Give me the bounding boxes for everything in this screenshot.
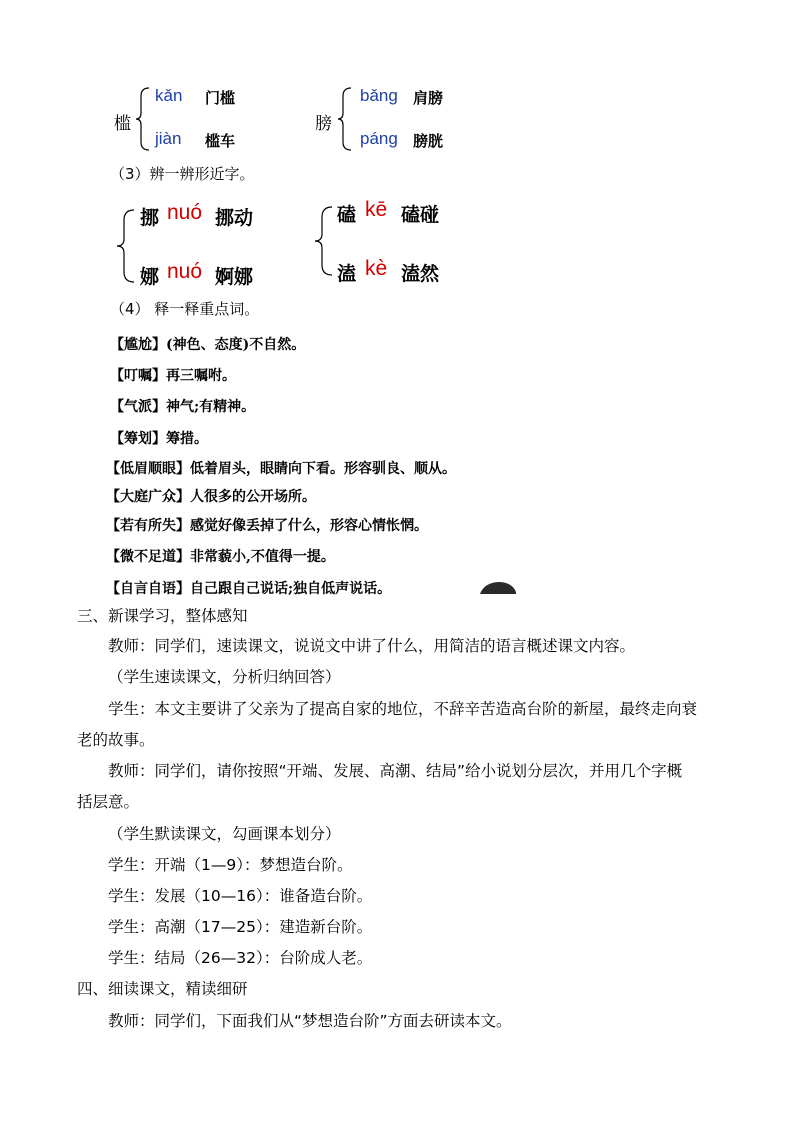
pinyin-nuo1: nuó (167, 201, 203, 224)
paragraph: 学生：本文主要讲了父亲为了提高自家的地位，不辞辛苦造高台阶的新屋，最终走向衰 (108, 700, 698, 718)
pinyin-jian: jiàn (155, 129, 182, 148)
word-nuodong: 挪动 (215, 207, 254, 229)
pinyin-kan: kǎn (155, 86, 183, 105)
decorative-blob (478, 580, 518, 596)
key-word-definition: 感觉好像丢掉了什么，形容心情怅惘。 (190, 518, 428, 534)
heading-section-3: 三、新课学习，整体感知 (77, 607, 248, 625)
key-word-definition: 低着眉头，眼睛向下看。形容驯良、顺从。 (190, 461, 456, 477)
word-keran: 溘然 (401, 263, 440, 285)
key-word-definition: 筹措。 (166, 431, 208, 447)
brace-icon (313, 205, 335, 277)
key-word-definition: (神色、态度)不自然。 (166, 337, 306, 353)
paragraph: 学生：高潮（17—25）：建造新台阶。 (108, 918, 373, 936)
key-word-term: 若有所失 (120, 518, 176, 534)
word-jianbang: 肩膀 (413, 89, 444, 107)
key-word-term: 自言自语 (120, 581, 176, 597)
key-word-term: 气派 (124, 399, 152, 415)
similar-char-ke1: 磕 (337, 204, 357, 226)
paragraph: 学生：发展（10—16）：谁备造台阶。 (108, 887, 373, 905)
brace-icon (336, 86, 354, 152)
key-word-definition: 非常藐小,不值得一提。 (190, 549, 335, 565)
key-word-term: 叮嘱 (124, 368, 152, 384)
paragraph: 老的故事。 (77, 731, 155, 749)
key-word-term: 筹划 (124, 431, 152, 447)
paragraph: 教师：同学们，请你按照“开端、发展、高潮、结局”给小说划分层次，并用几个字概 (108, 762, 683, 780)
key-word-item: 【气派】神气;有精神。 (110, 399, 256, 415)
paragraph: 括层意。 (77, 793, 140, 811)
key-word-item: 【若有所失】感觉好像丢掉了什么，形容心情怅惘。 (106, 518, 428, 534)
paragraph: （学生速读课文，分析归纳回答） (108, 668, 341, 686)
word-jianche: 槛车 (205, 132, 236, 150)
word-menkan: 门槛 (205, 89, 236, 107)
key-word-term: 大庭广众 (120, 489, 176, 505)
key-word-term: 尴尬 (124, 337, 152, 353)
key-word-item: 【微不足道】非常藐小,不值得一提。 (106, 549, 335, 565)
similar-char-ke2: 溘 (337, 263, 357, 285)
pinyin-pang: páng (360, 129, 398, 148)
key-word-item: 【尴尬】(神色、态度)不自然。 (110, 337, 306, 353)
key-word-item: 【自言自语】自己跟自己说话;独自低声说话。 (106, 581, 392, 597)
word-pangguang: 膀胱 (413, 132, 444, 150)
paragraph: （学生默读课文，勾画课本划分） (108, 825, 341, 843)
word-ena: 婀娜 (215, 266, 254, 288)
heading-section-4: 四、细读课文，精读细研 (77, 980, 248, 998)
key-word-definition: 自己跟自己说话;独自低声说话。 (190, 581, 392, 597)
key-word-definition: 人很多的公开场所。 (190, 489, 316, 505)
pinyin-ke2: kè (365, 257, 388, 280)
word-kepeng: 磕碰 (401, 204, 440, 226)
section-4-title: （4） 释一释重点词。 (110, 300, 260, 318)
key-word-item: 【叮嘱】再三嘱咐。 (110, 368, 236, 384)
polyphone-char-kan: 槛 (114, 114, 131, 134)
key-word-definition: 神气;有精神。 (166, 399, 256, 415)
key-word-item: 【筹划】筹措。 (110, 431, 208, 447)
paragraph: 教师：同学们，下面我们从“梦想造台阶”方面去研读本文。 (108, 1012, 512, 1030)
brace-icon (134, 86, 152, 152)
key-word-term: 微不足道 (120, 549, 176, 565)
key-word-definition: 再三嘱咐。 (166, 368, 236, 384)
key-word-item: 【低眉顺眼】低着眉头，眼睛向下看。形容驯良、顺从。 (106, 461, 456, 477)
similar-char-nuo1: 挪 (140, 207, 160, 229)
similar-char-nuo2: 娜 (140, 266, 160, 288)
paragraph: 学生：结局（26—32）：台阶成人老。 (108, 949, 373, 967)
pinyin-nuo2: nuó (167, 260, 203, 283)
paragraph: 教师：同学们，速读课文，说说文中讲了什么，用简洁的语言概述课文内容。 (108, 637, 636, 655)
polyphone-char-bang: 膀 (315, 114, 332, 134)
pinyin-bang: bǎng (360, 86, 398, 105)
key-word-item: 【大庭广众】人很多的公开场所。 (106, 489, 316, 505)
pinyin-ke1: kē (365, 198, 388, 221)
paragraph: 学生：开端（1—9）：梦想造台阶。 (108, 856, 353, 874)
brace-icon (115, 208, 137, 284)
section-3-title: （3）辨一辨形近字。 (110, 165, 255, 183)
key-word-term: 低眉顺眼 (120, 461, 176, 477)
